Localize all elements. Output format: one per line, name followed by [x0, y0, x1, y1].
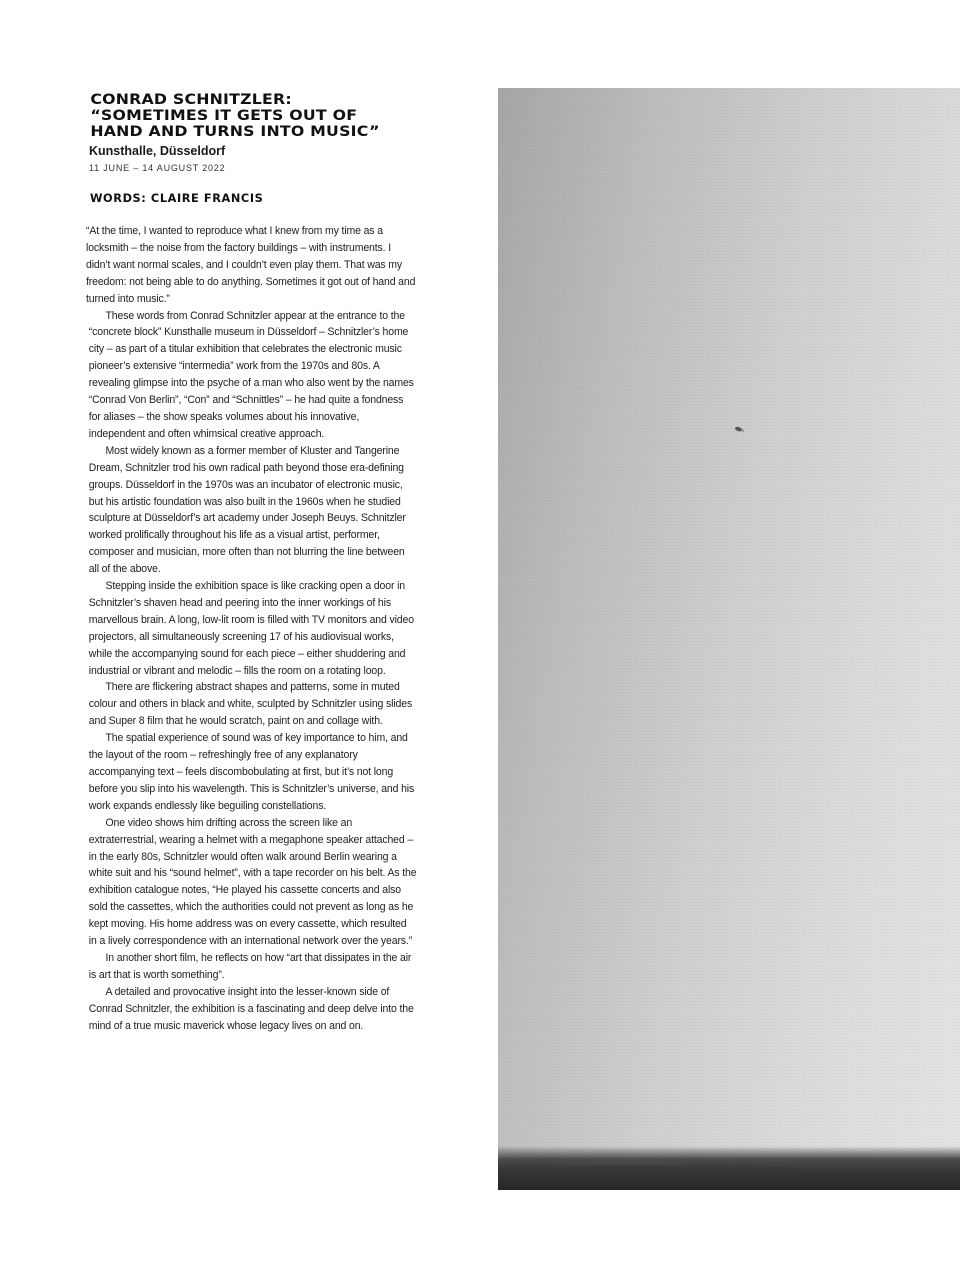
- paragraph: Most widely known as a former member of Kluster and Tangerine Dream, Schnitzler trod his own radical path beyond those era-defining groups. Düsseldorf in the 1970s was an incubator of electronic music, but his artistic foundation was also built in the 1960s when he studied sculpture at Düsseldorf’s art academy under Joseph Beuys. Schnitzler worked prolifically throughout his life as a visual artist, performer, composer and musician, more often than not blurring the line between all of the above.: [88, 444, 406, 576]
- title-line: HAND AND TURNS INTO MUSIC”: [90, 123, 380, 140]
- paragraph: One video shows him drifting across the screen like an extraterrestrial, wearing a helmet with a megaphone speaker attached – in the early 80s, Schnitzler would often walk around Berlin wearing a white suit and his “sound helmet”, with a tape recorder on his belt. As the exhibition catalogue notes, “He played his cassette concerts and also sold the cassettes, which the authorities could not prevent as long as he kept moving. His home address was on every cassette, which resulted in a lively correspondence with an international network over the years.”: [88, 816, 417, 948]
- paragraph-quote: “At the time, I wanted to reproduce what I knew from my time as a locksmith – the noise from the factory buildings – with instruments. I didn’t want normal scales, and I couldn’t even play them. That was my freedom: not being able to do anything. Sometimes it got out of hand and turned into music.”: [86, 225, 416, 305]
- paragraph: These words from Conrad Schnitzler appear at the entrance to the “concrete block” Kunsthalle museum in Düsseldorf – Schnitzler’s home city – as part of a titular exhibition that celebrates the electronic music pioneer’s extensive “intermedia” work from the 1970s and 80s. A revealing glimpse into the psyche of a man who also went by the names “Conrad Von Berlin”, “Con” and “Schnittles” – he had quite a fondness for aliases – the show speaks volumes about his innovative, independent and often whimsical creative approach.: [88, 309, 414, 440]
- title-line: CONRAD SCHNITZLER:: [90, 91, 292, 108]
- exhibition-dates: 11 JUNE – 14 AUGUST 2022: [89, 163, 226, 173]
- paragraph: There are flickering abstract shapes and patterns, some in muted colour and others in black and white, sculpted by Schnitzler using slides and Super 8 film that he would scratch, paint on and collage with.: [88, 681, 413, 728]
- article-title: [86, 92, 442, 140]
- paragraph: A detailed and provocative insight into the lesser-known side of Conrad Schnitzler, the exhibition is a fascinating and deep delve into the mind of a true music maverick whose legacy lives on and on.: [88, 985, 414, 1032]
- film-grain: [498, 88, 960, 1190]
- title-line: “SOMETIMES IT GETS OUT OF: [90, 107, 358, 124]
- article-column: [86, 92, 416, 1035]
- paragraph: The spatial experience of sound was of key importance to him, and the layout of the room – refreshingly free of any explanatory accompanying text – feels discombobulating at first, but it’s not long before you slip into his wavelength. This is Schnitzler’s universe, and his work expands endlessly like beguiling constellations.: [88, 732, 415, 812]
- paragraph: Stepping inside the exhibition space is like cracking open a door in Schnitzler’s shaven head and peering into the inner workings of his marvellous brain. A long, low-lit room is filled with TV monitors and video projectors, all simultaneously screening 17 of his audiovisual works, while the accompanying sound for each piece – either shuddering and industrial or vibrant and melodic – fills the room on a rotating loop.: [88, 580, 414, 677]
- paragraph: In another short film, he reflects on how “art that dissipates in the air is art that is worth something”.: [88, 951, 412, 981]
- sky-photograph: [498, 88, 960, 1190]
- venue: Kunsthalle, Düsseldorf: [89, 144, 226, 158]
- byline: WORDS: CLAIRE FRANCIS: [90, 192, 264, 205]
- article-body: [86, 223, 417, 1035]
